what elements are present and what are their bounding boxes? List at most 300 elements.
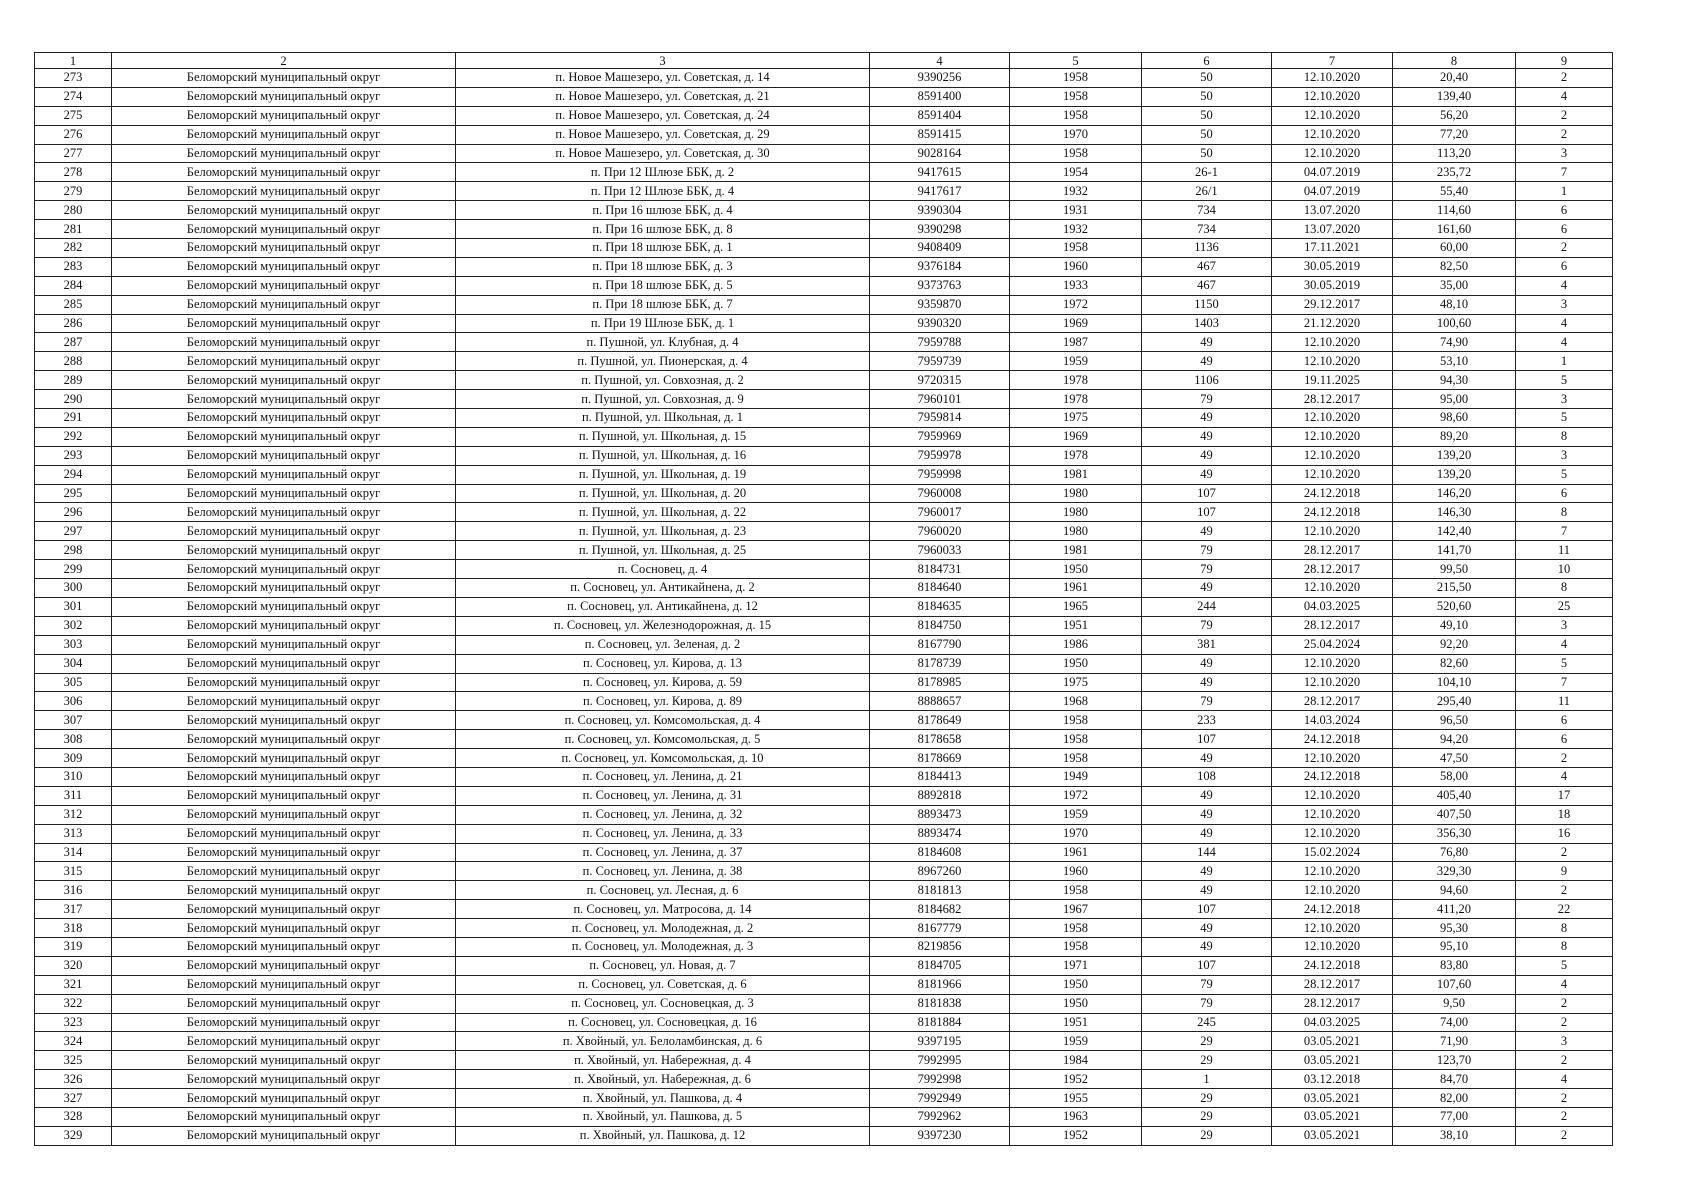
residents-count-cell: 4 [1516, 87, 1613, 106]
residents-count-cell: 11 [1516, 692, 1613, 711]
address-cell: п. Хвойный, ул. Пашкова, д. 5 [456, 1107, 870, 1126]
cadastral-id-cell: 8888657 [870, 692, 1010, 711]
cadastral-id-cell: 7959814 [870, 409, 1010, 428]
municipality-cell: Беломорский муниципальный округ [112, 295, 456, 314]
cadastral-id-cell: 8184705 [870, 956, 1010, 975]
area-cell: 94,60 [1393, 881, 1516, 900]
address-cell: п. Сосновец, ул. Антикайнена, д. 12 [456, 597, 870, 616]
document-date-cell: 17.11.2021 [1272, 239, 1393, 258]
document-number-cell: 49 [1142, 446, 1272, 465]
build-year-cell: 1960 [1010, 257, 1142, 276]
build-year-cell: 1961 [1010, 579, 1142, 598]
residents-count-cell: 18 [1516, 805, 1613, 824]
build-year-cell: 1958 [1010, 730, 1142, 749]
residents-count-cell: 8 [1516, 579, 1613, 598]
document-number-cell: 49 [1142, 805, 1272, 824]
table-row [35, 881, 1613, 900]
area-cell: 84,70 [1393, 1070, 1516, 1089]
address-cell: п. Пушной, ул. Совхозная, д. 2 [456, 371, 870, 390]
document-date-cell: 04.07.2019 [1272, 163, 1393, 182]
build-year-cell: 1958 [1010, 144, 1142, 163]
build-year-cell: 1950 [1010, 994, 1142, 1013]
area-cell: 71,90 [1393, 1032, 1516, 1051]
address-cell: п. При 18 шлюзе ББК, д. 3 [456, 257, 870, 276]
row-number-cell: 283 [35, 257, 112, 276]
address-cell: п. При 18 шлюзе ББК, д. 5 [456, 276, 870, 295]
address-cell: п. Сосновец, ул. Кирова, д. 59 [456, 673, 870, 692]
build-year-cell: 1978 [1010, 446, 1142, 465]
build-year-cell: 1931 [1010, 201, 1142, 220]
build-year-cell: 1951 [1010, 616, 1142, 635]
table-row [35, 390, 1613, 409]
address-cell: п. Новое Машезеро, ул. Советская, д. 14 [456, 69, 870, 88]
residents-count-cell: 5 [1516, 654, 1613, 673]
row-number-cell: 302 [35, 616, 112, 635]
address-cell: п. Пушной, ул. Школьная, д. 1 [456, 409, 870, 428]
address-cell: п. Пушной, ул. Школьная, д. 25 [456, 541, 870, 560]
address-cell: п. Сосновец, ул. Ленина, д. 37 [456, 843, 870, 862]
document-number-cell: 49 [1142, 465, 1272, 484]
municipality-cell: Беломорский муниципальный округ [112, 144, 456, 163]
municipality-cell: Беломорский муниципальный округ [112, 257, 456, 276]
address-cell: п. При 18 шлюзе ББК, д. 1 [456, 239, 870, 258]
build-year-cell: 1972 [1010, 786, 1142, 805]
document-date-cell: 12.10.2020 [1272, 87, 1393, 106]
build-year-cell: 1967 [1010, 900, 1142, 919]
document-date-cell: 14.03.2024 [1272, 711, 1393, 730]
document-number-cell: 233 [1142, 711, 1272, 730]
build-year-cell: 1959 [1010, 1032, 1142, 1051]
document-date-cell: 12.10.2020 [1272, 805, 1393, 824]
build-year-cell: 1970 [1010, 824, 1142, 843]
area-cell: 94,30 [1393, 371, 1516, 390]
cadastral-id-cell: 9390256 [870, 69, 1010, 88]
document-date-cell: 12.10.2020 [1272, 749, 1393, 768]
document-date-cell: 03.12.2018 [1272, 1070, 1393, 1089]
document-date-cell: 12.10.2020 [1272, 522, 1393, 541]
build-year-cell: 1958 [1010, 87, 1142, 106]
residents-count-cell: 22 [1516, 900, 1613, 919]
cadastral-id-cell: 7959739 [870, 352, 1010, 371]
cadastral-id-cell: 9417615 [870, 163, 1010, 182]
residents-count-cell: 2 [1516, 843, 1613, 862]
address-cell: п. Сосновец, ул. Ленина, д. 32 [456, 805, 870, 824]
document-number-cell: 50 [1142, 125, 1272, 144]
table-row [35, 352, 1613, 371]
area-cell: 215,50 [1393, 579, 1516, 598]
area-cell: 113,20 [1393, 144, 1516, 163]
cadastral-id-cell: 9397195 [870, 1032, 1010, 1051]
document-number-cell: 1136 [1142, 239, 1272, 258]
area-cell: 77,00 [1393, 1107, 1516, 1126]
residents-count-cell: 11 [1516, 541, 1613, 560]
cadastral-id-cell: 8591415 [870, 125, 1010, 144]
table-row [35, 654, 1613, 673]
document-date-cell: 12.10.2020 [1272, 579, 1393, 598]
document-date-cell: 24.12.2018 [1272, 730, 1393, 749]
cadastral-id-cell: 8219856 [870, 937, 1010, 956]
row-number-cell: 280 [35, 201, 112, 220]
cadastral-id-cell: 8178739 [870, 654, 1010, 673]
document-date-cell: 03.05.2021 [1272, 1089, 1393, 1108]
row-number-cell: 317 [35, 900, 112, 919]
cadastral-id-cell: 9720315 [870, 371, 1010, 390]
address-cell: п. Новое Машезеро, ул. Советская, д. 24 [456, 106, 870, 125]
document-number-cell: 79 [1142, 975, 1272, 994]
table-row [35, 541, 1613, 560]
residents-count-cell: 4 [1516, 767, 1613, 786]
cadastral-id-cell: 7960033 [870, 541, 1010, 560]
municipality-cell: Беломорский муниципальный округ [112, 654, 456, 673]
row-number-cell: 285 [35, 295, 112, 314]
address-cell: п. При 12 Шлюзе ББК, д. 2 [456, 163, 870, 182]
row-number-cell: 291 [35, 409, 112, 428]
document-date-cell: 03.05.2021 [1272, 1051, 1393, 1070]
build-year-cell: 1980 [1010, 484, 1142, 503]
document-number-cell: 1106 [1142, 371, 1272, 390]
document-date-cell: 12.10.2020 [1272, 465, 1393, 484]
column-header: 6 [1142, 53, 1272, 69]
area-cell: 76,80 [1393, 843, 1516, 862]
build-year-cell: 1984 [1010, 1051, 1142, 1070]
cadastral-id-cell: 7960020 [870, 522, 1010, 541]
document-number-cell: 1 [1142, 1070, 1272, 1089]
document-number-cell: 29 [1142, 1126, 1272, 1145]
build-year-cell: 1949 [1010, 767, 1142, 786]
cadastral-id-cell: 8178658 [870, 730, 1010, 749]
build-year-cell: 1950 [1010, 560, 1142, 579]
address-cell: п. Сосновец, ул. Комсомольская, д. 5 [456, 730, 870, 749]
table-row [35, 786, 1613, 805]
address-cell: п. Сосновец, ул. Комсомольская, д. 10 [456, 749, 870, 768]
table-row [35, 805, 1613, 824]
municipality-cell: Беломорский муниципальный округ [112, 1032, 456, 1051]
cadastral-id-cell: 8893473 [870, 805, 1010, 824]
cadastral-id-cell: 8178985 [870, 673, 1010, 692]
address-cell: п. Новое Машезеро, ул. Советская, д. 21 [456, 87, 870, 106]
table-row [35, 257, 1613, 276]
municipality-cell: Беломорский муниципальный округ [112, 730, 456, 749]
area-cell: 104,10 [1393, 673, 1516, 692]
table-row [35, 1126, 1613, 1145]
document-date-cell: 12.10.2020 [1272, 881, 1393, 900]
area-cell: 82,50 [1393, 257, 1516, 276]
build-year-cell: 1971 [1010, 956, 1142, 975]
column-header: 7 [1272, 53, 1393, 69]
row-number-cell: 275 [35, 106, 112, 125]
residents-count-cell: 5 [1516, 956, 1613, 975]
build-year-cell: 1981 [1010, 465, 1142, 484]
area-cell: 411,20 [1393, 900, 1516, 919]
residents-count-cell: 2 [1516, 1107, 1613, 1126]
cadastral-id-cell: 8184640 [870, 579, 1010, 598]
document-number-cell: 49 [1142, 673, 1272, 692]
cadastral-id-cell: 7992995 [870, 1051, 1010, 1070]
build-year-cell: 1980 [1010, 522, 1142, 541]
municipality-cell: Беломорский муниципальный округ [112, 597, 456, 616]
area-cell: 146,20 [1393, 484, 1516, 503]
cadastral-id-cell: 7959998 [870, 465, 1010, 484]
document-date-cell: 28.12.2017 [1272, 994, 1393, 1013]
build-year-cell: 1975 [1010, 409, 1142, 428]
cadastral-id-cell: 9397230 [870, 1126, 1010, 1145]
row-number-cell: 290 [35, 390, 112, 409]
row-number-cell: 309 [35, 749, 112, 768]
row-number-cell: 296 [35, 503, 112, 522]
document-date-cell: 24.12.2018 [1272, 956, 1393, 975]
residents-count-cell: 6 [1516, 257, 1613, 276]
address-cell: п. При 12 Шлюзе ББК, д. 4 [456, 182, 870, 201]
address-cell: п. Пушной, ул. Школьная, д. 22 [456, 503, 870, 522]
residents-count-cell: 6 [1516, 711, 1613, 730]
cadastral-id-cell: 8184682 [870, 900, 1010, 919]
build-year-cell: 1950 [1010, 975, 1142, 994]
document-number-cell: 49 [1142, 409, 1272, 428]
municipality-cell: Беломорский муниципальный округ [112, 371, 456, 390]
document-number-cell: 108 [1142, 767, 1272, 786]
document-number-cell: 29 [1142, 1032, 1272, 1051]
document-date-cell: 13.07.2020 [1272, 220, 1393, 239]
address-cell: п. Хвойный, ул. Набережная, д. 4 [456, 1051, 870, 1070]
table-row [35, 1070, 1613, 1089]
municipality-cell: Беломорский муниципальный округ [112, 182, 456, 201]
cadastral-id-cell: 7992962 [870, 1107, 1010, 1126]
table-row [35, 994, 1613, 1013]
area-cell: 114,60 [1393, 201, 1516, 220]
document-date-cell: 03.05.2021 [1272, 1126, 1393, 1145]
area-cell: 161,60 [1393, 220, 1516, 239]
build-year-cell: 1969 [1010, 314, 1142, 333]
table-row [35, 673, 1613, 692]
residents-count-cell: 2 [1516, 106, 1613, 125]
document-number-cell: 1150 [1142, 295, 1272, 314]
document-date-cell: 28.12.2017 [1272, 692, 1393, 711]
column-header: 3 [456, 53, 870, 69]
table-row [35, 1032, 1613, 1051]
address-cell: п. Сосновец, ул. Ленина, д. 33 [456, 824, 870, 843]
document-date-cell: 12.10.2020 [1272, 937, 1393, 956]
residents-count-cell: 3 [1516, 1032, 1613, 1051]
table-row [35, 560, 1613, 579]
residents-count-cell: 5 [1516, 465, 1613, 484]
municipality-cell: Беломорский муниципальный округ [112, 692, 456, 711]
row-number-cell: 281 [35, 220, 112, 239]
area-cell: 49,10 [1393, 616, 1516, 635]
area-cell: 123,70 [1393, 1051, 1516, 1070]
cadastral-id-cell: 9408409 [870, 239, 1010, 258]
document-date-cell: 12.10.2020 [1272, 786, 1393, 805]
residents-count-cell: 2 [1516, 69, 1613, 88]
area-cell: 98,60 [1393, 409, 1516, 428]
cadastral-id-cell: 9390298 [870, 220, 1010, 239]
residents-count-cell: 6 [1516, 730, 1613, 749]
column-header: 9 [1516, 53, 1613, 69]
municipality-cell: Беломорский муниципальный округ [112, 522, 456, 541]
area-cell: 95,10 [1393, 937, 1516, 956]
table-row [35, 616, 1613, 635]
table-row [35, 125, 1613, 144]
document-date-cell: 12.10.2020 [1272, 352, 1393, 371]
row-number-cell: 282 [35, 239, 112, 258]
area-cell: 96,50 [1393, 711, 1516, 730]
table-row [35, 69, 1613, 88]
row-number-cell: 284 [35, 276, 112, 295]
row-number-cell: 320 [35, 956, 112, 975]
document-number-cell: 49 [1142, 786, 1272, 805]
area-cell: 139,20 [1393, 446, 1516, 465]
municipality-cell: Беломорский муниципальный округ [112, 314, 456, 333]
build-year-cell: 1958 [1010, 711, 1142, 730]
residents-count-cell: 7 [1516, 163, 1613, 182]
document-date-cell: 24.12.2018 [1272, 503, 1393, 522]
address-cell: п. Сосновец, ул. Сосновецкая, д. 3 [456, 994, 870, 1013]
build-year-cell: 1963 [1010, 1107, 1142, 1126]
table-row [35, 956, 1613, 975]
column-number-row [35, 53, 1613, 69]
table-row [35, 182, 1613, 201]
municipality-cell: Беломорский муниципальный округ [112, 1013, 456, 1032]
row-number-cell: 325 [35, 1051, 112, 1070]
build-year-cell: 1958 [1010, 106, 1142, 125]
row-number-cell: 315 [35, 862, 112, 881]
build-year-cell: 1987 [1010, 333, 1142, 352]
municipality-cell: Беломорский муниципальный округ [112, 239, 456, 258]
municipality-cell: Беломорский муниципальный округ [112, 975, 456, 994]
cadastral-id-cell: 8181813 [870, 881, 1010, 900]
residents-count-cell: 25 [1516, 597, 1613, 616]
row-number-cell: 311 [35, 786, 112, 805]
table-row [35, 711, 1613, 730]
area-cell: 141,70 [1393, 541, 1516, 560]
residents-count-cell: 17 [1516, 786, 1613, 805]
document-number-cell: 734 [1142, 220, 1272, 239]
area-cell: 146,30 [1393, 503, 1516, 522]
area-cell: 83,80 [1393, 956, 1516, 975]
table-row [35, 767, 1613, 786]
residents-count-cell: 9 [1516, 862, 1613, 881]
row-number-cell: 278 [35, 163, 112, 182]
cadastral-id-cell: 8178649 [870, 711, 1010, 730]
table-row [35, 635, 1613, 654]
municipality-cell: Беломорский муниципальный округ [112, 333, 456, 352]
row-number-cell: 310 [35, 767, 112, 786]
document-number-cell: 107 [1142, 484, 1272, 503]
table-row [35, 597, 1613, 616]
table-row [35, 975, 1613, 994]
area-cell: 89,20 [1393, 427, 1516, 446]
municipality-cell: Беломорский муниципальный округ [112, 352, 456, 371]
table-row [35, 106, 1613, 125]
municipality-cell: Беломорский муниципальный округ [112, 881, 456, 900]
address-cell: п. Сосновец, ул. Кирова, д. 13 [456, 654, 870, 673]
row-number-cell: 307 [35, 711, 112, 730]
build-year-cell: 1951 [1010, 1013, 1142, 1032]
cadastral-id-cell: 7959969 [870, 427, 1010, 446]
municipality-cell: Беломорский муниципальный округ [112, 465, 456, 484]
area-cell: 53,10 [1393, 352, 1516, 371]
area-cell: 139,20 [1393, 465, 1516, 484]
table-row [35, 1089, 1613, 1108]
address-cell: п. Пушной, ул. Школьная, д. 15 [456, 427, 870, 446]
area-cell: 99,50 [1393, 560, 1516, 579]
document-number-cell: 467 [1142, 257, 1272, 276]
residents-count-cell: 2 [1516, 994, 1613, 1013]
table-row [35, 409, 1613, 428]
area-cell: 329,30 [1393, 862, 1516, 881]
row-number-cell: 273 [35, 69, 112, 88]
address-cell: п. Сосновец, ул. Антикайнена, д. 2 [456, 579, 870, 598]
area-cell: 60,00 [1393, 239, 1516, 258]
document-number-cell: 29 [1142, 1089, 1272, 1108]
build-year-cell: 1959 [1010, 805, 1142, 824]
cadastral-id-cell: 9373763 [870, 276, 1010, 295]
residents-count-cell: 8 [1516, 427, 1613, 446]
address-cell: п. Сосновец, ул. Лесная, д. 6 [456, 881, 870, 900]
municipality-cell: Беломорский муниципальный округ [112, 87, 456, 106]
residents-count-cell: 8 [1516, 937, 1613, 956]
row-number-cell: 314 [35, 843, 112, 862]
document-number-cell: 49 [1142, 579, 1272, 598]
residents-count-cell: 5 [1516, 409, 1613, 428]
build-year-cell: 1975 [1010, 673, 1142, 692]
residents-count-cell: 3 [1516, 446, 1613, 465]
area-cell: 139,40 [1393, 87, 1516, 106]
cadastral-id-cell: 7959788 [870, 333, 1010, 352]
area-cell: 9,50 [1393, 994, 1516, 1013]
row-number-cell: 294 [35, 465, 112, 484]
build-year-cell: 1958 [1010, 239, 1142, 258]
table-row [35, 87, 1613, 106]
residents-count-cell: 2 [1516, 1013, 1613, 1032]
address-cell: п. Пушной, ул. Школьная, д. 19 [456, 465, 870, 484]
document-date-cell: 12.10.2020 [1272, 673, 1393, 692]
row-number-cell: 288 [35, 352, 112, 371]
build-year-cell: 1978 [1010, 390, 1142, 409]
address-cell: п. Сосновец, ул. Советская, д. 6 [456, 975, 870, 994]
address-cell: п. Пушной, ул. Школьная, д. 16 [456, 446, 870, 465]
area-cell: 56,20 [1393, 106, 1516, 125]
address-cell: п. Хвойный, ул. Пашкова, д. 12 [456, 1126, 870, 1145]
document-date-cell: 24.12.2018 [1272, 900, 1393, 919]
residents-count-cell: 7 [1516, 673, 1613, 692]
row-number-cell: 319 [35, 937, 112, 956]
address-cell: п. Хвойный, ул. Набережная, д. 6 [456, 1070, 870, 1089]
cadastral-id-cell: 7960101 [870, 390, 1010, 409]
residents-count-cell: 2 [1516, 1051, 1613, 1070]
row-number-cell: 316 [35, 881, 112, 900]
document-date-cell: 28.12.2017 [1272, 390, 1393, 409]
document-number-cell: 467 [1142, 276, 1272, 295]
build-year-cell: 1960 [1010, 862, 1142, 881]
address-cell: п. Сосновец, ул. Новая, д. 7 [456, 956, 870, 975]
municipality-cell: Беломорский муниципальный округ [112, 1107, 456, 1126]
table-row [35, 1051, 1613, 1070]
document-number-cell: 107 [1142, 900, 1272, 919]
municipality-cell: Беломорский муниципальный округ [112, 163, 456, 182]
address-cell: п. Сосновец, ул. Комсомольская, д. 4 [456, 711, 870, 730]
row-number-cell: 327 [35, 1089, 112, 1108]
document-date-cell: 12.10.2020 [1272, 125, 1393, 144]
table-row [35, 427, 1613, 446]
row-number-cell: 326 [35, 1070, 112, 1089]
build-year-cell: 1952 [1010, 1070, 1142, 1089]
address-cell: п. Сосновец, ул. Матросова, д. 14 [456, 900, 870, 919]
column-header: 1 [35, 53, 112, 69]
table-row [35, 919, 1613, 938]
build-year-cell: 1959 [1010, 352, 1142, 371]
cadastral-id-cell: 8184750 [870, 616, 1010, 635]
column-header: 2 [112, 53, 456, 69]
